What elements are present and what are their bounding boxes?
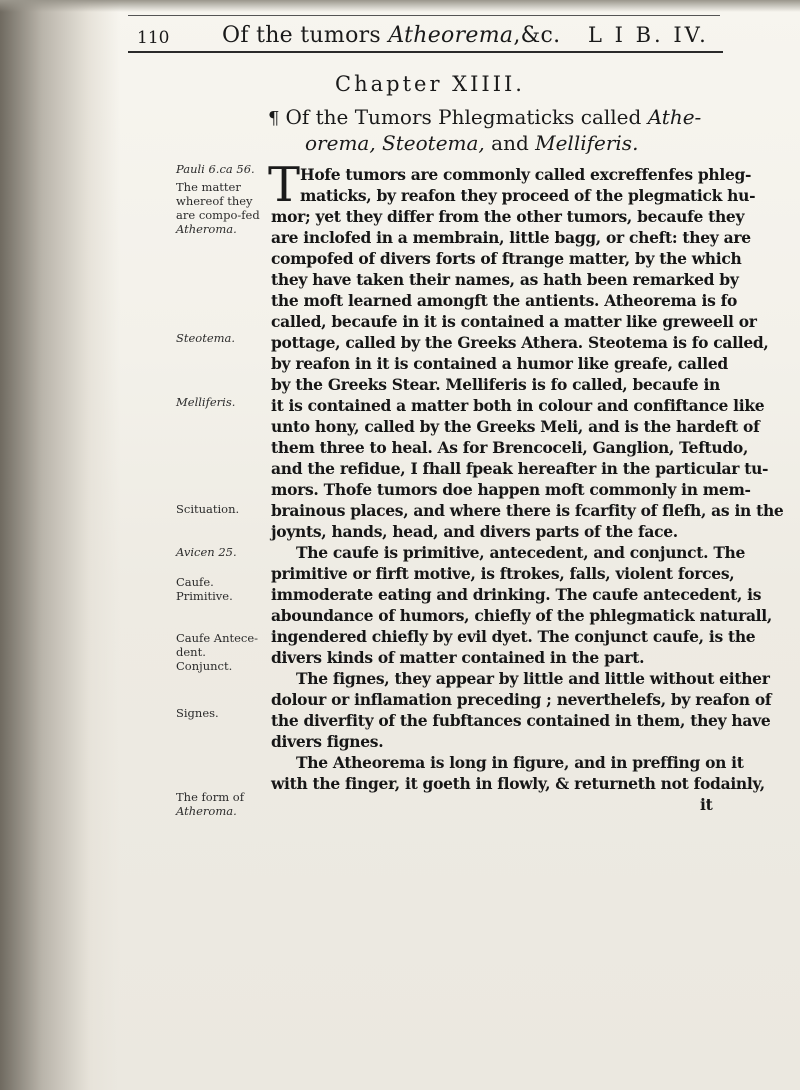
body-line: are inclofed in a membrain, little bagg, or cheft: they are — [271, 228, 751, 247]
section-title-line-1: ¶ Of the Tumors Phlegmaticks called Athe- — [268, 105, 702, 129]
body-line: immoderate eating and drinking. The caufe antecedent, is — [271, 585, 762, 604]
body-line: the moft learned amongft the antients. Atheorema is fo — [271, 291, 738, 310]
margin-note: Caufe. — [176, 575, 214, 589]
catchword: it — [700, 795, 713, 814]
body-line: pottage, called by the Greeks Athera. Steotema is fo called, — [271, 333, 769, 352]
body-line: The Atheorema is long in figure, and in preffing on it — [296, 753, 744, 772]
body-line: divers kinds of matter contained in the part. — [271, 648, 645, 667]
margin-note: Pauli 6.ca 56. — [176, 162, 255, 176]
margin-note: Melliferis. — [176, 395, 236, 409]
body-line: mor; yet they differ from the other tumors, becaufe they — [271, 207, 745, 226]
body-line: divers fignes. — [271, 732, 384, 751]
body-line: joynts, hands, head, and divers parts of the face. — [271, 522, 678, 541]
body-line: maticks, by reafon they proceed of the plegmatick hu- — [300, 186, 756, 205]
header-rule — [128, 51, 723, 53]
body-line: aboundance of humors, chiefly of the phlegmatick naturall, — [271, 606, 772, 625]
margin-note: Signes. — [176, 706, 219, 720]
book-page-lower — [0, 564, 800, 1090]
body-line: brainous places, and where there is fcarfity of flefh, as in the — [271, 501, 784, 520]
body-line: with the finger, it goeth in flowly, & returneth not fodainly, — [271, 774, 765, 793]
margin-note: The form of — [176, 790, 244, 804]
page-number: 110 — [137, 28, 170, 48]
body-line: by reafon in it is contained a humor like greafe, called — [271, 354, 728, 373]
margin-note: Primitive. — [176, 589, 233, 603]
margin-note: Avicen 25. — [176, 545, 237, 559]
margin-note: Conjunct. — [176, 659, 233, 673]
body-line: it is contained a matter both in colour and confiftance like — [271, 396, 765, 415]
body-line: unto hony, called by the Greeks Meli, and is the hardeft of — [271, 417, 760, 436]
margin-note: Caufe Antece- — [176, 631, 259, 645]
body-line: called, becaufe in it is contained a matter like greweell or — [271, 312, 757, 331]
book-number: L I B. IV. — [588, 23, 709, 47]
body-line: compofed of divers forts of ftrange matter, by the which — [271, 249, 742, 268]
margin-note: are compo-fed — [176, 208, 260, 222]
body-line: by the Greeks Stear. Melliferis is fo called, becaufe in — [271, 375, 720, 394]
body-line: ingendered chiefly by evil dyet. The conjunct caufe, is the — [271, 627, 756, 646]
body-line: dolour or inflamation preceding ; neverthelefs, by reafon of — [271, 690, 772, 709]
drop-cap: T — [268, 157, 301, 213]
chapter-heading: Chapter XIIII. — [335, 72, 525, 96]
running-title: Of the tumors Atheorema,&c. — [222, 23, 561, 48]
margin-note: whereof they — [176, 194, 253, 208]
body-line: The fignes, they appear by little and little without either — [296, 669, 770, 688]
margin-note: Steotema. — [176, 331, 236, 345]
body-line: the diverfity of the fubftances contained in them, they have — [271, 711, 771, 730]
section-title-line-2: orema, Steotema, and Melliferis. — [305, 131, 639, 155]
body-line: primitive or firft motive, is ftrokes, falls, violent forces, — [271, 564, 735, 583]
body-line: The caufe is primitive, antecedent, and conjunct. The — [296, 543, 746, 562]
body-line: and the refidue, I fhall fpeak hereafter in the particular tu- — [271, 459, 769, 478]
margin-note: The matter — [176, 180, 241, 194]
body-line: them three to heal. As for Brencoceli, Ganglion, Teftudo, — [271, 438, 749, 457]
margin-note: Scituation. — [176, 502, 240, 516]
header-top-rule — [128, 15, 720, 16]
margin-note: Atheroma. — [176, 804, 237, 818]
margin-note: dent. — [176, 645, 206, 659]
pilcrow-icon: ¶ — [268, 108, 280, 129]
body-line: mors. Thofe tumors doe happen moft commonly in mem- — [271, 480, 751, 499]
margin-note: Atheroma. — [176, 222, 237, 236]
body-line: they have taken their names, as hath been remarked by — [271, 270, 739, 289]
body-line: Hofe tumors are commonly called excreffenfes phleg- — [300, 165, 752, 184]
